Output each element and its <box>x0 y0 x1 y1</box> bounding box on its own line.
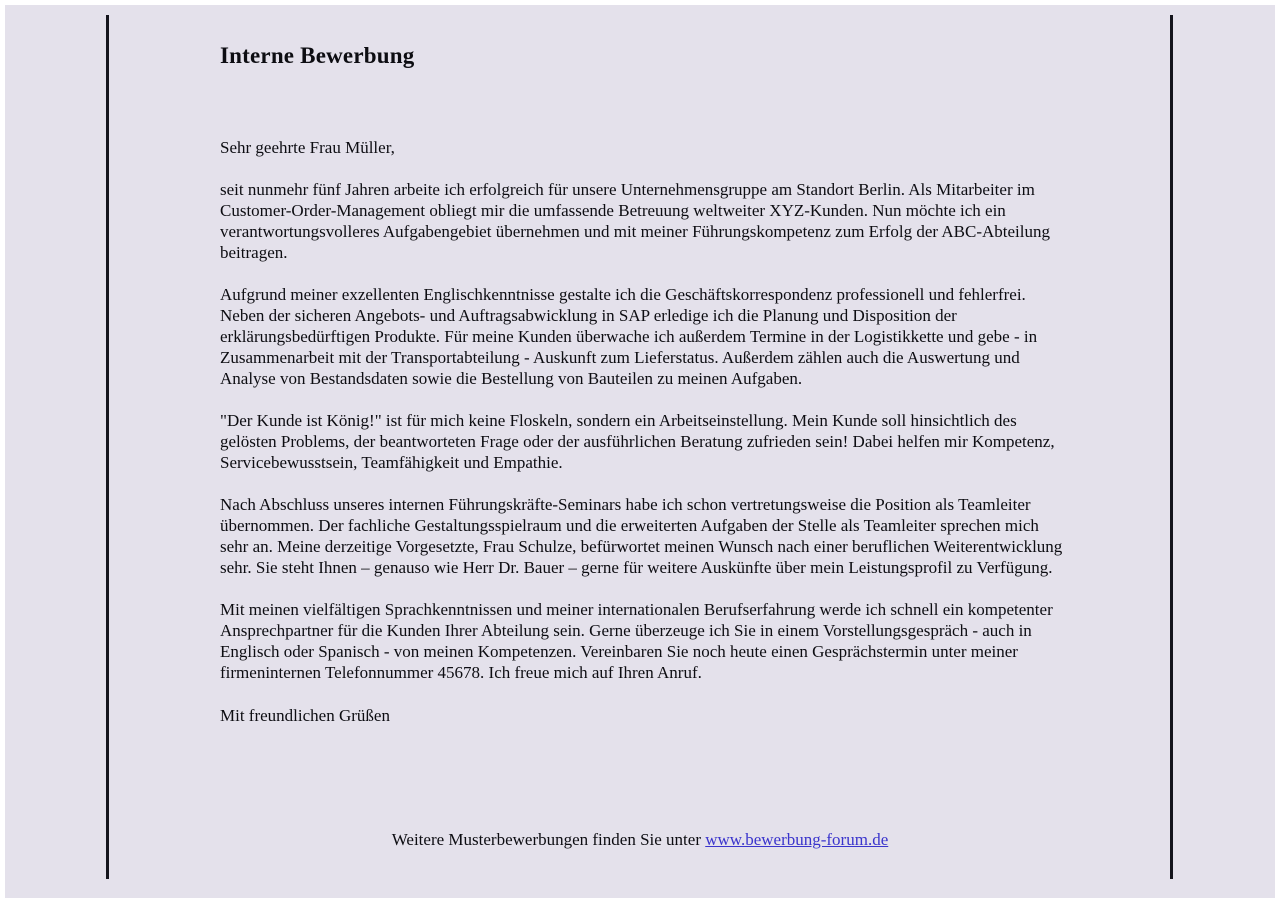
left-vertical-rule <box>106 15 109 879</box>
paragraph-leadership: Nach Abschluss unseres internen Führungskräfte-Seminars habe ich schon vertretungsweise die Position als Teamleiter übernommen. Der fachliche Gestaltungsspielraum und die erweiterten Aufgaben der Stelle als Teamleiter sprechen mich sehr an. Meine derzeitige Vorgesetzte, Frau Schulze, befürwortet meinen Wunsch nach einer beruflichen Weiterentwicklung sehr. Sie steht Ihnen – genauso wie Herr Dr. Bauer – gerne für weitere Auskünfte über mein Leistungsprofil zu Verfügung. <box>220 495 1063 577</box>
paragraph-skills: Aufgrund meiner exzellenten Englischkenntnisse gestalte ich die Geschäftskorrespondenz professionell und fehlerfrei. Neben der sicheren Angebots- und Auftragsabwicklung in SAP erledige ich die Planung und Disposition der erklärungsbedürftigen Produkte. Für meine Kunden überwache ich außerdem Termine in der Logistikkette und gebe - in Zusammenarbeit mit der Transportabteilung - Auskunft zum Lieferstatus. Außerdem zählen auch die Auswertung und Analyse von Bestandsdaten sowie die Bestellung von Bauteilen zu meinen Aufgaben. <box>220 285 1038 388</box>
salutation: Sehr geehrte Frau Müller, <box>220 138 395 157</box>
letter-title: Interne Bewerbung <box>220 43 415 68</box>
footer-text: Weitere Musterbewerbungen finden Sie unter <box>391 830 706 849</box>
paragraph-intro: seit nunmehr fünf Jahren arbeite ich erfolgreich für unsere Unternehmensgruppe am Standort Berlin. Als Mitarbeiter im Customer-Order-Management obliegt mir die umfassende Betreuung weltweiter XYZ-Kunden. Nun möchte ich ein verantwortungsvolleres Aufgabengebiet übernehmen und mit meiner Führungskompetenz zum Erfolg der ABC-Abteilung beitragen. <box>220 180 1050 262</box>
letter-content <box>220 43 1067 747</box>
closing-salutation: Mit freundlichen Grüßen <box>220 706 390 725</box>
letter-page <box>5 5 1275 898</box>
paragraph-closing-pitch: Mit meinen vielfältigen Sprachkenntnissen und meiner internationalen Berufserfahrung werde ich schnell ein kompetenter Ansprechpartner für die Kunden Ihrer Abteilung sein. Gerne überzeuge ich Sie in einem Vorstellungsgespräch - auch in Englisch oder Spanisch - von meinen Kompetenzen. Vereinbaren Sie noch heute einen Gesprächstermin unter meiner firmeninternen Telefonnummer 45678. Ich freue mich auf Ihren Anruf. <box>220 600 1053 682</box>
footer-link[interactable]: www.bewerbung-forum.de <box>705 830 889 849</box>
right-vertical-rule <box>1170 15 1173 879</box>
paragraph-customer: "Der Kunde ist König!" ist für mich keine Floskeln, sondern ein Arbeitseinstellung. Mein Kunde soll hinsichtlich des gelösten Problems, der beantworteten Frage oder der ausführlichen Beratung zufrieden sein! Dabei helfen mir Kompetenz, Servicebewusstsein, Teamfähigkeit und Empathie. <box>220 411 1055 472</box>
footer <box>5 830 1275 850</box>
